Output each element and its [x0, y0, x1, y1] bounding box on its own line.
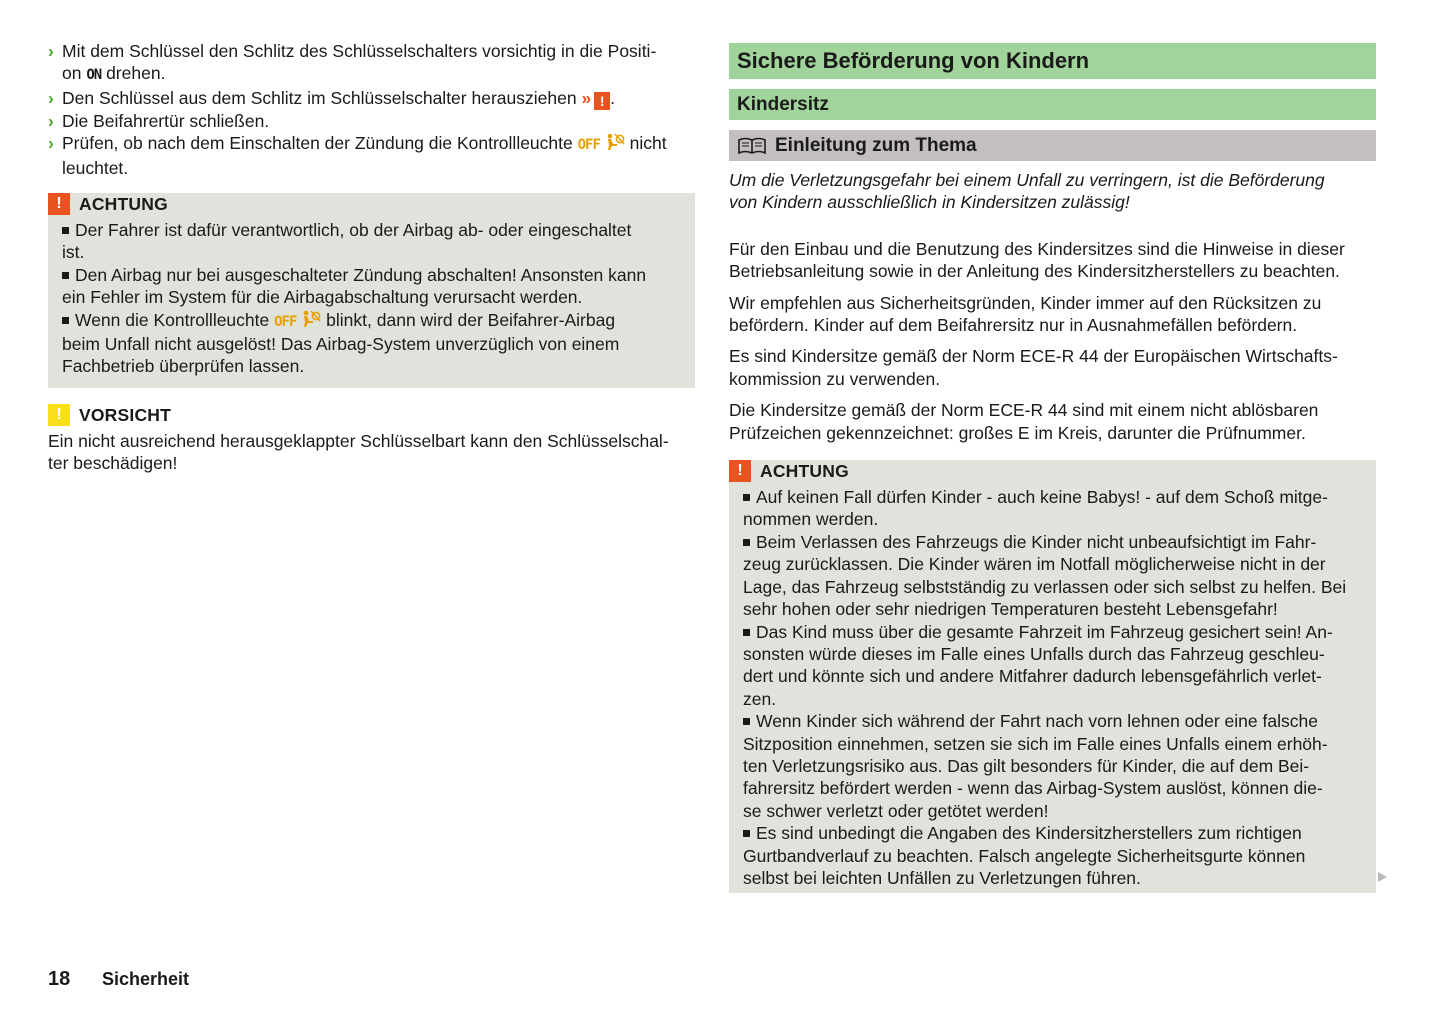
warning-item: [743, 621, 1362, 711]
warning-item: [743, 531, 1362, 621]
warning-text: beim Unfall nicht ausgelöst! Das Airbag-System unverzüglich von einem: [62, 334, 620, 355]
square-bullet-icon: [743, 830, 750, 837]
square-bullet-icon: [62, 272, 69, 279]
warning-text: Auf keinen Fall dürfen Kinder - auch keine Babys! - auf dem Schoß mitge-: [756, 487, 1328, 508]
warning-text: Gurtbandverlauf zu beachten. Falsch angelegte Sicherheitsgurte können: [743, 845, 1306, 866]
warning-text: dert und könnte sich und andere Mitfahrer dadurch lebensgefährlich verlet-: [743, 666, 1322, 687]
warning-text: ten Verletzungsrisiko aus. Das gilt besonders für Kinder, die auf dem Bei-: [743, 755, 1310, 776]
caution-title: VORSICHT: [79, 404, 172, 425]
warning-text: fahrersitz befördert werden - wenn das Airbag-System auslöst, können die-: [743, 778, 1323, 799]
chapter-heading: Sichere Beförderung von Kindern: [729, 43, 1376, 79]
step-text: Prüfen, ob nach dem Einschalten der Zündung die Kontrollleuchte: [62, 133, 573, 154]
paragraph: [729, 399, 1376, 444]
instruction-step-2: [48, 87, 695, 110]
cross-reference-link[interactable]: [581, 88, 610, 108]
caution-line: Ein nicht ausreichend herausgeklappter Schlüsselbart kann den Schlüsselschal-: [48, 430, 669, 451]
intro-text: [729, 169, 1376, 214]
warning-text: Wenn die Kontrollleuchte: [75, 309, 270, 330]
warning-text: ein Fehler im System für die Airbagabschaltung verursacht werden.: [62, 287, 583, 308]
achtung-warning-box: [729, 460, 1376, 893]
step-text: leuchtet.: [62, 157, 129, 178]
passenger-airbag-off-icon: [605, 133, 625, 151]
warning-title: ACHTUNG: [760, 460, 849, 481]
instruction-step-1: [48, 40, 695, 87]
warning-text: ist.: [62, 242, 85, 263]
page-footer: [48, 968, 189, 990]
paragraph-line: Für den Einbau und die Benutzung des Kindersitzes sind die Hinweise in dieser: [729, 238, 1345, 259]
warning-text: se schwer verletzt oder getötet werden!: [743, 800, 1049, 821]
reference-arrow-icon: »: [581, 87, 592, 108]
step-text: Die Beifahrertür schließen.: [62, 110, 270, 131]
warning-text: sehr hohen oder sehr niedrigen Temperaturen besteht Lebensgefahr!: [743, 599, 1278, 620]
caution-line: ter beschädigen!: [48, 453, 178, 474]
paragraph-line: befördern. Kinder auf dem Beifahrersitz nur in Ausnahmefällen befördern.: [729, 315, 1298, 336]
paragraph: [729, 345, 1376, 390]
warning-item: [743, 710, 1362, 822]
square-bullet-icon: [62, 227, 69, 234]
warning-text: blinkt, dann wird der Beifahrer-Airbag: [326, 309, 616, 330]
paragraph: [729, 238, 1376, 283]
warning-text: zen.: [743, 688, 777, 709]
vorsicht-caution-box: [48, 404, 695, 475]
step-chevron-icon: ›: [48, 87, 54, 108]
step-text: nicht: [629, 133, 667, 154]
danger-exclamation-icon: !: [48, 193, 70, 215]
step-chevron-icon: ›: [48, 133, 54, 154]
section-name: Sicherheit: [102, 969, 190, 989]
step-chevron-icon: ›: [48, 41, 54, 61]
left-column: [48, 40, 695, 475]
warning-text: sonsten würde dieses im Falle eines Unfalls durch das Fahrzeug geschleu-: [743, 643, 1325, 664]
topic-heading: [729, 130, 1376, 161]
warning-item: [62, 264, 681, 309]
warning-text: Beim Verlassen des Fahrzeugs die Kinder nicht unbeaufsichtigt im Fahr-: [756, 531, 1317, 552]
topic-heading-label: Einleitung zum Thema: [775, 135, 977, 156]
danger-exclamation-icon: !: [729, 460, 751, 482]
paragraph-line: Prüfzeichen gekennzeichnet: großes E im Kreis, darunter die Prüfnummer.: [729, 422, 1306, 443]
warning-item: [62, 219, 681, 264]
warning-text: Der Fahrer ist dafür verantwortlich, ob der Airbag ab- oder eingeschaltet: [75, 220, 632, 241]
warning-text: Wenn Kinder sich während der Fahrt nach vorn lehnen oder eine falsche: [756, 711, 1318, 732]
passenger-airbag-off-icon: [301, 310, 321, 328]
step-text: Mit dem Schlüssel den Schlitz des Schlüsselschalters vorsichtig in die Positi-: [62, 41, 657, 61]
warning-text: nommen werden.: [743, 509, 879, 530]
right-column: [729, 43, 1376, 893]
square-bullet-icon: [743, 494, 750, 501]
warning-text: zeug zurücklassen. Die Kinder wären im Notfall möglicherweise nicht in der: [743, 554, 1326, 575]
open-book-icon: [737, 137, 767, 155]
paragraph-line: kommission zu verwenden.: [729, 368, 941, 389]
step-text: drehen.: [106, 63, 166, 84]
intro-line: von Kindern ausschließlich in Kindersitzen zulässig!: [729, 192, 1130, 213]
instruction-step-4: [48, 132, 695, 179]
paragraph: [729, 292, 1376, 337]
paragraph-line: Wir empfehlen aus Sicherheitsgründen, Kinder immer auf den Rücksitzen zu: [729, 292, 1322, 313]
caution-text: [48, 430, 695, 475]
intro-line: Um die Verletzungsgefahr bei einem Unfall zu verringern, ist die Beförderung: [729, 170, 1325, 190]
warning-text: Das Kind muss über die gesamte Fahrzeit im Fahrzeug gesichert sein! An-: [756, 621, 1333, 642]
step-text: .: [610, 87, 616, 108]
warning-text: Sitzposition einnehmen, setzen sie sich im Falle eines Unfalls einem erhöh-: [743, 733, 1328, 754]
warning-reference-icon: !: [594, 92, 610, 110]
instruction-step-3: [48, 110, 695, 132]
warning-text: Es sind unbedingt die Angaben des Kindersitzherstellers zum richtigen: [756, 823, 1302, 844]
step-chevron-icon: ›: [48, 110, 54, 131]
step-text: Den Schlüssel aus dem Schlitz im Schlüsselschalter herausziehen: [62, 87, 577, 108]
caution-exclamation-icon: !: [48, 404, 70, 426]
section-heading: Kindersitz: [729, 89, 1376, 120]
paragraph-line: Es sind Kindersitze gemäß der Norm ECE-R 44 der Europäischen Wirtschafts-: [729, 346, 1338, 367]
paragraph-line: Betriebsanleitung sowie in der Anleitung des Kindersitzherstellers zu beachten.: [729, 261, 1340, 282]
warning-item: [62, 309, 681, 378]
step-text: on: [62, 63, 82, 84]
caution-header: [48, 404, 695, 426]
warning-text: selbst bei leichten Unfällen zu Verletzungen führen.: [743, 867, 1141, 888]
off-indicator-label: OFF: [274, 313, 297, 330]
warning-item: [743, 486, 1362, 531]
square-bullet-icon: [743, 718, 750, 725]
square-bullet-icon: [743, 629, 750, 636]
paragraph-line: Die Kindersitze gemäß der Norm ECE-R 44 sind mit einem nicht ablösbaren: [729, 400, 1319, 421]
continue-arrow-icon: [1378, 872, 1387, 882]
off-indicator-label: OFF: [577, 137, 600, 154]
warning-title: ACHTUNG: [79, 193, 168, 214]
page-number: 18: [48, 968, 71, 990]
warning-text: Fachbetrieb überprüfen lassen.: [62, 356, 305, 377]
on-indicator-label: ON: [86, 67, 102, 84]
warning-header: [48, 193, 681, 215]
warning-text: Lage, das Fahrzeug selbstständig zu verlassen oder sich selbst zu helfen. Bei: [743, 576, 1347, 597]
achtung-warning-box: [48, 193, 695, 388]
square-bullet-icon: [62, 317, 69, 324]
warning-header: [729, 460, 1362, 482]
warning-text: Den Airbag nur bei ausgeschalteter Zündung abschalten! Ansonsten kann: [75, 264, 647, 285]
warning-item: [743, 822, 1362, 889]
square-bullet-icon: [743, 539, 750, 546]
